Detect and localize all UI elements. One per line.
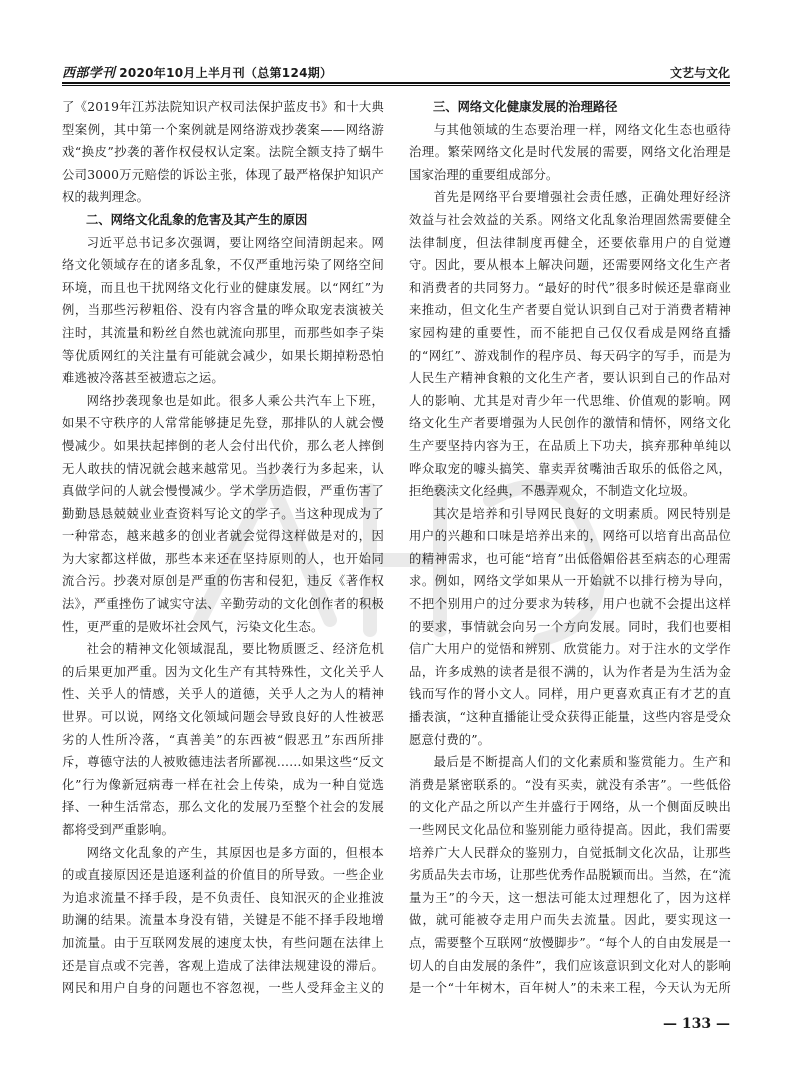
left-column [62, 96, 384, 996]
running-header [62, 58, 730, 86]
body-paragraph: 习近平总书记多次强调，要让网络空间清朗起来。网络文化领域存在的诸多乱象，不仅严重地污染了网络空间环境，而且也干扰网络文化行业的健康发展。以“网红”为例，当那些污秽粗俗、没有内容含量的哗众取宠表演被关注时，其流量和粉丝自然也就流向那里，而那些如李子柒等优质网红的关注量有可能就会减少，如果长期掉粉恐怕难逃被冷落甚至被遗忘之运。 [62, 235, 384, 386]
section-heading: 二、网络文化乱象的危害及其产生的原因 [86, 212, 308, 227]
body-paragraph: 最后是不断提高人们的文化素质和鉴赏能力。生产和消费是紧密联系的。“没有买卖，就没有杀害”。一些低俗的文化产品之所以产生并盛行于网络，从一个侧面反映出一些网民文化品位和鉴别能力亟待提高。因此，我们需要培养广大人民群众的鉴别力，自觉抵制文化次品，让那些劣质品失去市场，让那些优秀作品脱颖而出。当然，在“流量为王”的今天，这一想法可能太过理想化了，因为这样做，就可能被夺走用户而失去流量。因此，要实现这一点，需要整个互联网“放慢脚步”。“每个人的自由发展是一切人的自由发展的条件”，我们应该意识到文化对人的影响是一个“十年树木，百年树人”的未来工程，今天认为无所 [409, 755, 731, 996]
body-paragraph: 网络文化乱象的产生，其原因也是多方面的，但根本的或直接原因还是追逐利益的价值目的所导致。一些企业为追求流量不择手段，是不负责任、良知泯灭的企业推波助澜的结果。流量本身没有错，关键是不能不择手段地增加流量。由于互联网发展的速度太快，有些问题在法律上还是盲点或不完善，客观上造成了法律法规建设的滞后。网民和用户自身的问题也不容忽视，一些人受拜金主义的 [62, 845, 384, 996]
body-paragraph: 首先是网络平台要增强社会责任感，正确处理好经济效益与社会效益的关系。网络文化乱象治理固然需要健全法律制度，但法律制度再健全，还要依靠用户的自觉遵守。因此，要从根本上解决问题，还需要网络文化生产者和消费者的共同努力。“最好的时代”很多时候还是靠商业来推动，但文化生产者要自觉认识到自己对于消费者精神家园构建的重要性，而不能把自己仅仅看成是网络直播的“网红”、游戏制作的程序员、每天码字的写手，而是为人民生产精神食粮的文化生产者，要认识到自己的作品对人的影响、尤其是对青少年一代思维、价值观的影响。网络文化生产者要增强为人民创作的激情和情怀，网络文化生产要坚持内容为王，在品质上下功夫，摈弃那种单纯以哗众取宠的噱头搞笑、靠卖弄贫嘴油舌取乐的低俗之风，拒绝亵渎文化经典，不愚弄观众，不制造文化垃圾。 [409, 190, 731, 499]
body-paragraph: 网络抄袭现象也是如此。很多人乘公共汽车上下班，如果不守秩序的人常常能够捷足先登，那排队的人就会慢慢减少。如果扶起摔倒的老人会付出代价，那么老人摔倒无人敢扶的情况就会越来越常见。当抄袭行为多起来，认真做学问的人就会慢慢减少。学术学历造假，严重伤害了勤勤恳恳兢兢业业查资料写论文的学子。当这种现成为了一种常态，越来越多的创业者就会觉得这样做是对的，因为大家都这样做，那些本来还在坚持原则的人，也开始同流合污。抄袭对原创是严重的伤害和侵犯，违反《著作权法》，严重挫伤了诚实守法、辛勤劳动的文化创作者的积极性，更严重的是败坏社会风气，污染文化生态。 [62, 393, 384, 634]
section-name: 文艺与文化 [669, 66, 730, 80]
right-column [409, 96, 731, 996]
body-paragraph: 社会的精神文化领域混乱，要比物质匮乏、经济危机的后果更加严重。因为文化生产有其特殊性，文化关乎人性、关乎人的情感，关乎人的道德，关乎人之为人的精神世界。可以说，网络文化领域问题会导致良好的人性被恶劣的人性所冷落，“真善美”的东西被“假恶丑”东西所排斥，尊德守法的人被败德违法者所鄙视……如果这些“反文化”行为像新冠病毒一样在社会上传染，成为一种自觉选择、一种生活常态，那么文化的发展乃至整个社会的发展都将受到严重影响。 [62, 642, 384, 837]
section-heading: 三、网络文化健康发展的治理路径 [433, 100, 618, 114]
header-rule [62, 82, 730, 84]
header-rule-thin [62, 85, 730, 86]
body-paragraph: 其次是培养和引导网民良好的文明素质。网民特别是用户的兴趣和口味是培养出来的，网络可以培育出高品位的精神需求，也可能“培育”出低俗媚俗甚至病态的心理需求。例如，网络文学如果从一开始就不以排行榜为导向，不把个别用户的过分要求为转移，用户也就不会提出这样的要求，事情就会向另一个方向发展。同时，我们也要相信广大用户的觉悟和辨别、欣赏能力。对于注水的文学作品，许多成熟的读者是很不满的，认为作者是为生活为金钱而写作的肾小文人。同样，用户更喜欢真正有才艺的直播表演，“这种直播能让受众获得正能量，这些内容是受众愿意付费的”。 [409, 506, 731, 747]
body-paragraph: 与其他领域的生态要治理一样，网络文化生态也亟待治理。繁荣网络文化是时代发展的需要，网络文化治理是国家治理的重要组成部分。 [409, 122, 731, 182]
issue-info: 2020年10月上半月刊（总第124期） [119, 66, 333, 80]
body-paragraph: 了《2019年江苏法院知识产权司法保护蓝皮书》和十大典型案例，其中第一个案例就是网络游戏抄袭案——网络游戏“换皮”抄袭的著作权侵权认定案。法院全额支持了蜗牛公司3000万元赔偿的诉讼主张，体现了最严格保护知识产权的裁判理念。 [62, 100, 384, 205]
page-number: — 133 — [663, 1016, 730, 1032]
header-left [62, 62, 332, 81]
journal-name: 西部学刊 [62, 66, 116, 81]
